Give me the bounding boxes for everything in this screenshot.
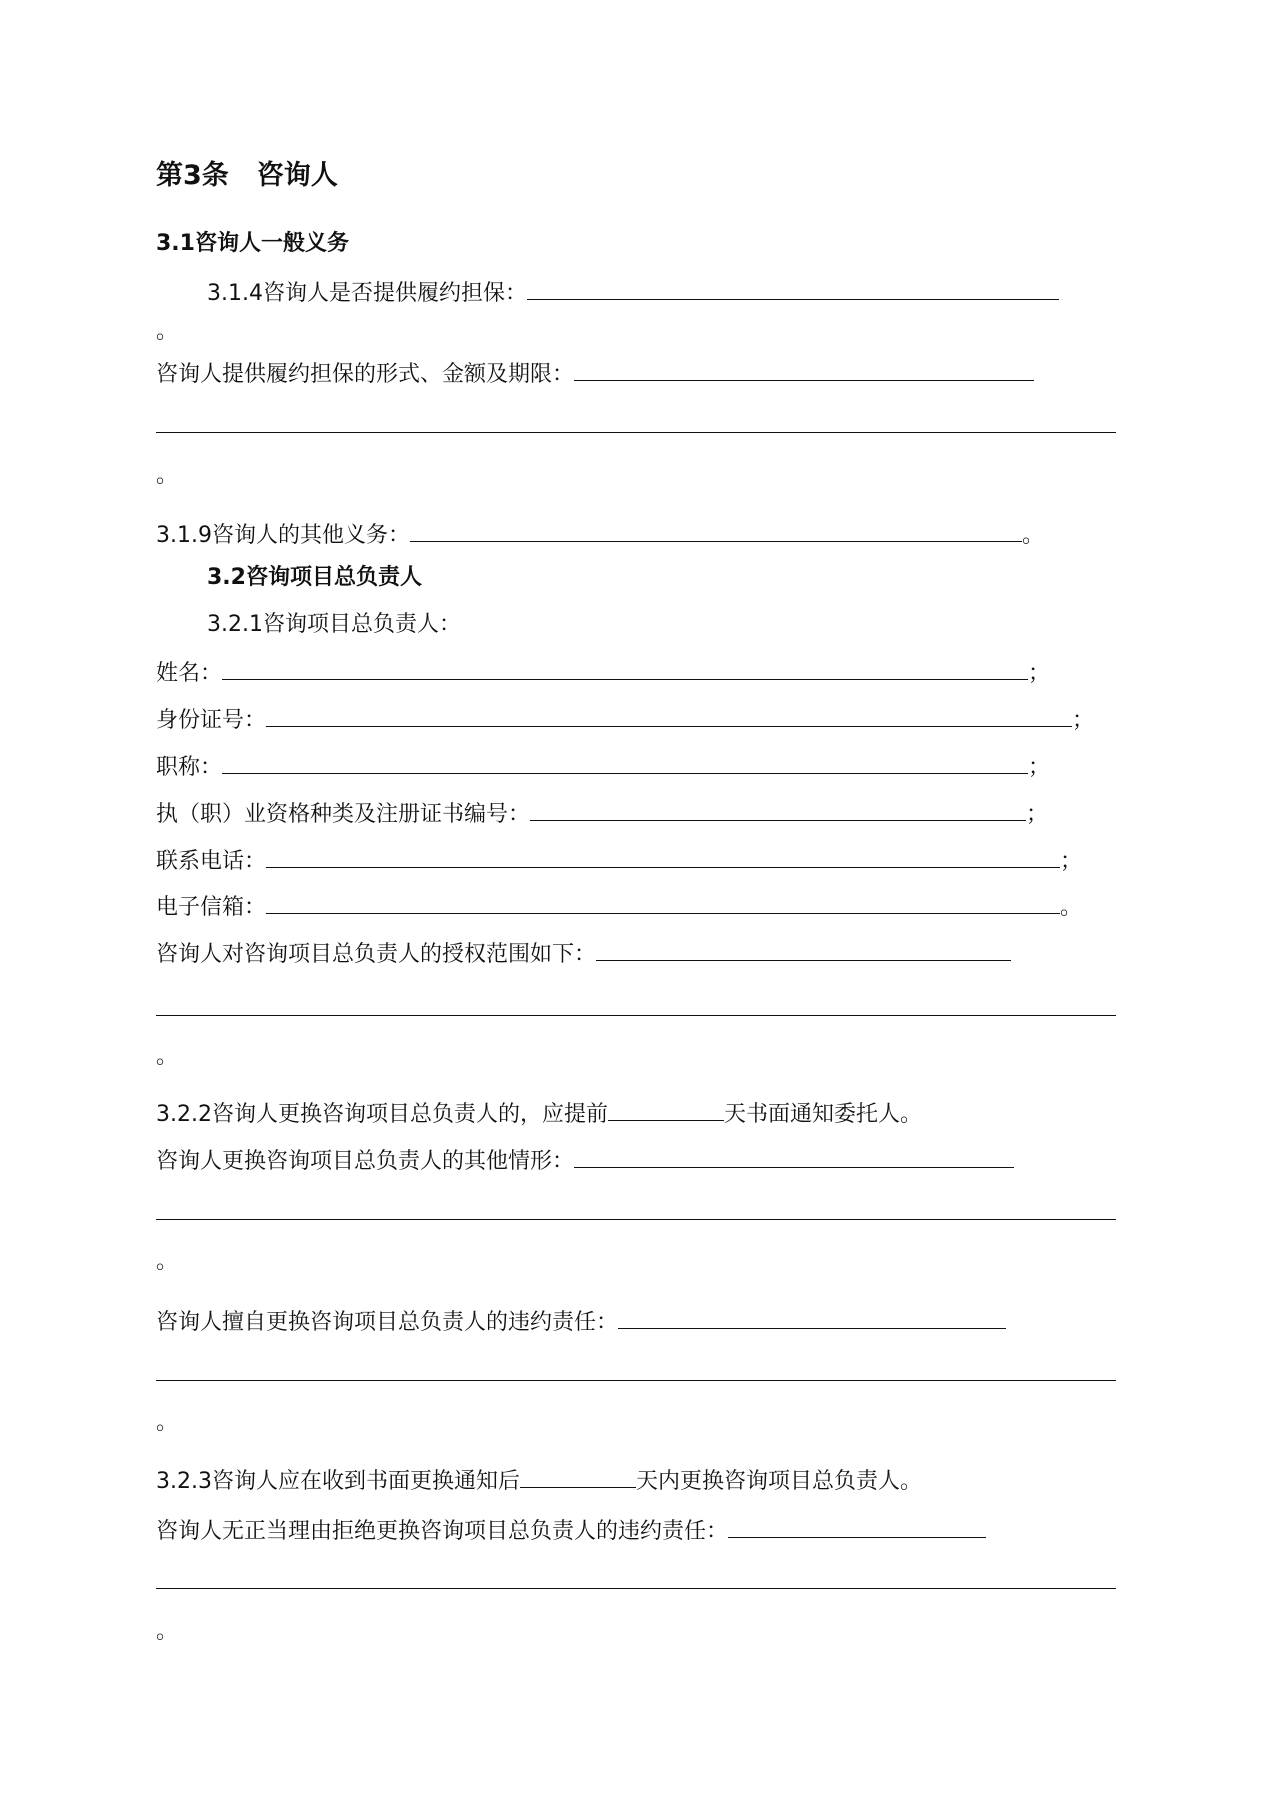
id-number-input[interactable]: [266, 704, 1072, 727]
field-end: ；: [1028, 661, 1051, 686]
item-3-2-3: [156, 1465, 922, 1495]
refusal-label: 咨询人无正当理由拒绝更换咨询项目总负责人的违约责任：: [156, 1519, 729, 1544]
item-3-1-4-label: 3.1.4咨询人是否提供履约担保：: [207, 281, 527, 306]
article-title: [156, 158, 338, 194]
article-name: 咨询人: [256, 160, 338, 191]
item-3-2-3-prefix: 3.2.3咨询人应在收到书面更换通知后: [156, 1469, 520, 1494]
field-title: [156, 751, 1050, 781]
guarantee-form-field[interactable]: [574, 358, 1034, 381]
refusal-field-cont[interactable]: [156, 1588, 1116, 1589]
item-3-2-2-suffix: 天书面通知委托人。: [723, 1102, 922, 1127]
unauthorized-change-field[interactable]: [618, 1306, 1006, 1329]
authority-field[interactable]: [596, 938, 1011, 961]
item-3-1-9-label: 3.1.9咨询人的其他义务：: [156, 523, 410, 548]
section-3-1-heading: 3.1咨询人一般义务: [156, 231, 349, 256]
field-end: ；: [1028, 755, 1051, 780]
field-phone: [156, 845, 1082, 875]
refusal-line: [156, 1515, 986, 1545]
period-mark: 。: [156, 1410, 179, 1435]
period-mark: 。: [156, 319, 179, 344]
field-end: 。: [1060, 895, 1083, 920]
email-input[interactable]: [266, 891, 1060, 914]
period-mark: 。: [156, 1619, 179, 1644]
refusal-field[interactable]: [728, 1515, 986, 1538]
period-mark: 。: [156, 1249, 179, 1274]
item-3-2-1-label: 3.2.1咨询项目总负责人：: [207, 612, 461, 637]
unauthorized-change-field-cont[interactable]: [156, 1380, 1116, 1381]
field-end: ；: [1026, 802, 1049, 827]
guarantee-field[interactable]: [527, 277, 1059, 300]
name-input[interactable]: [222, 657, 1028, 680]
other-circumstances-field-cont[interactable]: [156, 1219, 1116, 1220]
field-id-label: 身份证号：: [156, 708, 267, 733]
title-input[interactable]: [222, 751, 1028, 774]
other-circumstances-label: 咨询人更换咨询项目总负责人的其他情形：: [156, 1149, 575, 1174]
authority-label: 咨询人对咨询项目总负责人的授权范围如下：: [156, 942, 597, 967]
item-3-2-2: [156, 1098, 922, 1128]
item-3-1-4: [207, 277, 1059, 307]
field-qualification: [156, 798, 1048, 828]
item-3-1-9: [156, 519, 1044, 549]
field-phone-label: 联系电话：: [156, 849, 267, 874]
field-email: [156, 891, 1082, 921]
field-id: [156, 704, 1094, 734]
item-3-2-3-suffix: 天内更换咨询项目总负责人。: [635, 1469, 922, 1494]
period-mark: 。: [156, 463, 179, 488]
other-duties-field[interactable]: [410, 519, 1022, 542]
field-email-label: 电子信箱：: [156, 895, 267, 920]
authority-field-cont[interactable]: [156, 1015, 1116, 1016]
period-mark: 。: [156, 1044, 179, 1069]
unauthorized-change-label: 咨询人擅自更换咨询项目总负责人的违约责任：: [156, 1310, 619, 1335]
authority-line: [156, 938, 1011, 968]
guarantee-form-line: [156, 358, 1034, 388]
item-3-2-2-prefix: 3.2.2咨询人更换咨询项目总负责人的，应提前: [156, 1102, 608, 1127]
section-3-2-heading: 3.2咨询项目总负责人: [207, 565, 422, 590]
field-name-label: 姓名：: [156, 661, 223, 686]
guarantee-form-label: 咨询人提供履约担保的形式、金额及期限：: [156, 362, 575, 387]
field-title-label: 职称：: [156, 755, 223, 780]
field-qualification-label: 执（职）业资格种类及注册证书编号：: [156, 802, 531, 827]
article-number: 第3条: [156, 160, 229, 191]
notice-days-input[interactable]: [608, 1098, 724, 1121]
unauthorized-change-line: [156, 1306, 1006, 1336]
field-end: ；: [1060, 849, 1083, 874]
replacement-days-input[interactable]: [520, 1465, 636, 1488]
field-end: ；: [1072, 708, 1095, 733]
other-circumstances-field[interactable]: [574, 1145, 1014, 1168]
qualification-input[interactable]: [530, 798, 1026, 821]
guarantee-form-field-cont[interactable]: [156, 432, 1116, 433]
field-name: [156, 657, 1050, 687]
period-mark: 。: [1021, 523, 1044, 548]
other-circumstances-line: [156, 1145, 1014, 1175]
phone-input[interactable]: [266, 845, 1060, 868]
